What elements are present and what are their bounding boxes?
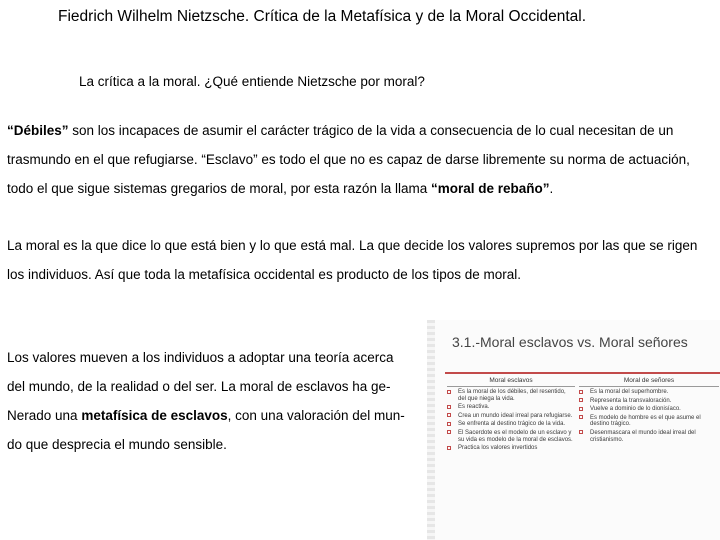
column-moral-esclavos	[447, 376, 575, 454]
square-bullet-icon	[579, 398, 583, 402]
list-item-text: Se enfrenta al destino trágico de la vida.	[458, 421, 566, 428]
square-bullet-icon	[447, 422, 451, 426]
list-item-text: Es reactiva.	[458, 404, 490, 411]
square-bullet-icon	[447, 390, 451, 394]
section-subtitle: La crítica a la moral. ¿Qué entiende Nietzsche por moral?	[79, 74, 425, 89]
list-item	[579, 430, 719, 443]
list-item	[447, 413, 575, 420]
square-bullet-icon	[579, 390, 583, 394]
list-item	[447, 445, 575, 452]
list-item	[447, 389, 575, 402]
list-item	[447, 430, 575, 443]
list-item-text: Es la moral de los débiles, del resentido, del que niega la vida.	[458, 389, 566, 402]
column-moral-senores	[579, 376, 719, 445]
list-item	[579, 389, 719, 396]
list-item	[447, 404, 575, 411]
paragraph-valores-line-3	[7, 408, 405, 423]
paragraph-valores-line-1: Los valores mueven a los individuos a adoptar una teoría acerca	[7, 350, 394, 365]
list-item-text: Es modelo de hombre es el que asume el destino trágico.	[590, 414, 701, 428]
paragraph-moral: La moral es la que dice lo que está bien y lo que está mal. La que decide los valores supremos por las que se rigen los individuos. Así que toda la metafísica occidental es producto de los tipos de moral.	[7, 238, 698, 282]
list-item-text: Desenmascara el mundo ideal irreal del cristianismo.	[590, 429, 696, 443]
slide-title-rule	[445, 372, 720, 374]
list-item	[579, 415, 719, 428]
square-bullet-icon	[447, 405, 451, 409]
list-item	[447, 421, 575, 428]
list-item	[579, 406, 719, 413]
square-bullet-icon	[447, 446, 451, 450]
header-divider	[447, 386, 575, 387]
slide-title: 3.1.-Moral esclavos vs. Moral señores	[452, 334, 688, 350]
paragraph-debiles-end: .	[549, 181, 554, 196]
list-item-text: Practica los valores invertidos	[458, 445, 538, 452]
list-item-text: Es la moral del superhombre.	[590, 389, 669, 395]
term-metafisica-de-esclavos: metafísica de esclavos	[81, 408, 228, 423]
slide-decorative-bar	[427, 320, 435, 540]
list-item-text: Crea un mundo ideal irreal para refugiarse.	[458, 412, 573, 419]
paragraph-valores-line-3a: Nerado una	[7, 408, 82, 423]
list-senores	[579, 389, 719, 443]
column-header-esclavos: Moral esclavos	[489, 377, 533, 384]
list-item	[579, 398, 719, 405]
paragraph-valores-line-3c: , con una valoración del mun-	[227, 408, 405, 423]
list-item-text: Vuelve a dominio de lo dionisíaco.	[590, 406, 681, 413]
square-bullet-icon	[579, 415, 583, 419]
paragraph-valores-line-2: del mundo, de la realidad o del ser. La moral de esclavos ha ge-	[7, 379, 391, 394]
list-esclavos	[447, 389, 575, 452]
term-debiles: “Débiles”	[7, 123, 69, 138]
header-divider	[579, 386, 719, 387]
square-bullet-icon	[579, 430, 583, 434]
term-moral-de-rebano: “moral de rebaño”	[430, 181, 550, 196]
square-bullet-icon	[447, 413, 451, 417]
slide-thumbnail	[427, 320, 720, 540]
column-header-senores: Moral de señores	[623, 377, 675, 384]
square-bullet-icon	[579, 407, 583, 411]
list-item-text: El Sacerdote es el modelo de un esclavo y su vida es modelo de la moral de esclavos.	[458, 429, 573, 443]
page-title: Fiedrich Wilhelm Nietzsche. Crítica de la Metafísica y de la Moral Occidental.	[58, 8, 587, 25]
square-bullet-icon	[447, 430, 451, 434]
list-item-text: Representa la transvaloración.	[590, 397, 672, 404]
paragraph-debiles	[7, 116, 713, 203]
paragraph-valores-line-4: do que desprecia el mundo sensible.	[7, 437, 227, 452]
paragraph-debiles-text: son los incapaces de asumir el carácter trágico de la vida a consecuencia de lo cual necesitan de un trasmundo en el que refugiarse. “Esclavo” es todo el que no es capaz de darse libremente su norma de actuación, todo el que sigue sistemas gregarios de moral, por esta razón la llama	[7, 123, 690, 196]
